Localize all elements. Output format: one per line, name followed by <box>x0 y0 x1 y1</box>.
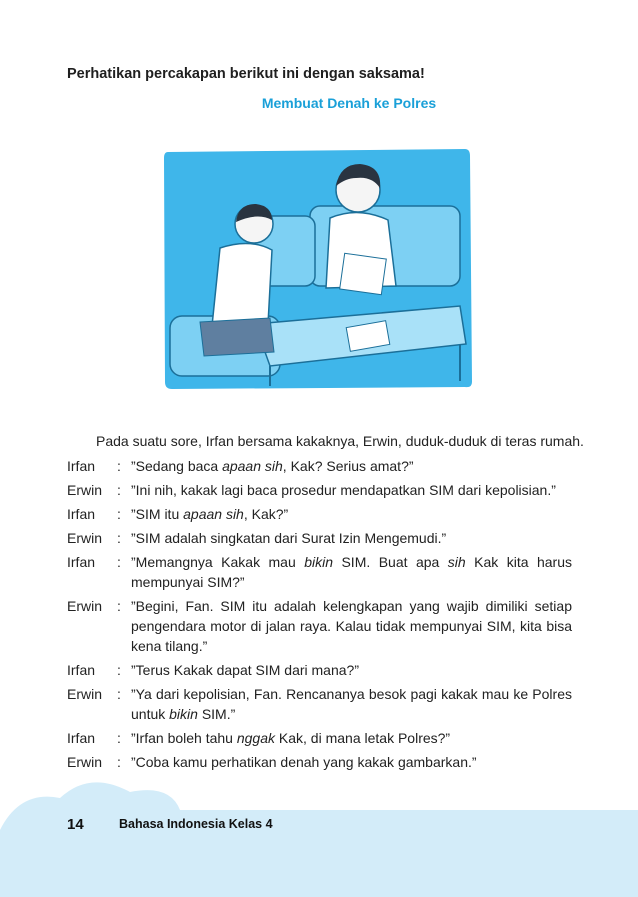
dialog-row <box>67 456 572 476</box>
dialog-row <box>67 596 572 656</box>
intro-paragraph: Pada suatu sore, Irfan bersama kakaknya, Erwin, duduk-duduk di teras rumah. <box>96 433 584 449</box>
speaker-name: Erwin <box>67 754 103 770</box>
speaker-name: Erwin <box>67 598 103 614</box>
speaker-colon: : <box>117 530 121 546</box>
speaker-colon: : <box>117 458 121 474</box>
line-text: Kak, di mana letak Polres?” <box>275 730 451 746</box>
line-text: ”Terus Kakak dapat SIM dari mana?” <box>131 662 359 678</box>
speaker-colon: : <box>117 598 121 614</box>
speaker-colon: : <box>117 506 121 522</box>
speaker-colon: : <box>117 686 121 702</box>
speaker-colon: : <box>117 662 121 678</box>
dialog-row <box>67 684 572 724</box>
dialog-line <box>131 528 572 548</box>
dialog-row <box>67 504 572 524</box>
speaker-name: Irfan <box>67 662 96 678</box>
line-text: , Kak?” <box>243 506 289 522</box>
dialog-line <box>131 456 572 476</box>
footer-cloud-decoration <box>0 770 638 897</box>
conversation-illustration <box>160 146 473 390</box>
line-text: ”Irfan boleh tahu <box>131 730 237 746</box>
dialog-row <box>67 480 572 500</box>
italic-term: bikin <box>169 706 198 722</box>
speaker-colon: : <box>117 482 121 498</box>
dialog-line <box>131 504 572 524</box>
dialog-row <box>67 660 572 680</box>
line-text: ”Coba kamu perhatikan denah yang kakak gambarkan.” <box>131 754 477 770</box>
speaker-name: Irfan <box>67 730 96 746</box>
instruction-heading: Perhatikan percakapan berikut ini dengan saksama! <box>67 66 425 82</box>
section-title: Membuat Denah ke Polres <box>261 95 437 111</box>
italic-term: nggak <box>236 730 276 746</box>
line-text: ”Memangnya Kakak mau <box>131 554 305 570</box>
speaker-name: Erwin <box>67 686 103 702</box>
speaker-name: Irfan <box>67 506 96 522</box>
dialog-row <box>67 552 572 592</box>
speaker-colon: : <box>117 754 121 770</box>
line-text: ”SIM itu <box>131 506 184 522</box>
page-number: 14 <box>67 816 84 833</box>
line-text: ”Ini nih, kakak lagi baca prosedur mendapatkan SIM dari kepolisian.” <box>131 482 556 498</box>
dialog-line <box>131 552 572 592</box>
italic-term: sih <box>447 554 466 570</box>
speaker-colon: : <box>117 554 121 570</box>
speaker-name: Erwin <box>67 482 103 498</box>
speaker-name: Erwin <box>67 530 103 546</box>
dialog-line <box>131 684 572 724</box>
line-text: ”Sedang baca <box>131 458 223 474</box>
dialog-line <box>131 480 572 500</box>
line-text: , Kak? Serius amat?” <box>282 458 414 474</box>
dialog-list <box>67 456 572 776</box>
speaker-name: Irfan <box>67 554 96 570</box>
dialog-line <box>131 752 572 772</box>
dialog-row <box>67 528 572 548</box>
speaker-colon: : <box>117 730 121 746</box>
book-title: Bahasa Indonesia Kelas 4 <box>119 817 273 831</box>
line-text: ”SIM adalah singkatan dari Surat Izin Mengemudi.” <box>131 530 447 546</box>
dialog-row <box>67 752 572 772</box>
line-text: ”Ya dari kepolisian, Fan. Rencananya besok pagi kakak mau ke Polres untuk <box>131 686 572 722</box>
italic-term: apaan sih <box>222 458 283 474</box>
dialog-row <box>67 728 572 748</box>
italic-term: apaan sih <box>183 506 244 522</box>
dialog-line <box>131 660 572 680</box>
dialog-line <box>131 728 572 748</box>
dialog-line <box>131 596 572 656</box>
line-text: SIM. Buat apa <box>333 554 448 570</box>
line-text: Kak kita harus mempunyai SIM?” <box>131 554 572 590</box>
italic-term: bikin <box>304 554 334 570</box>
speaker-name: Irfan <box>67 458 96 474</box>
line-text: ”Begini, Fan. SIM itu adalah kelengkapan yang wajib dimiliki setiap pengendara motor di jalan raya. Kalau tidak mempunyai SIM, kita bisa kena tilang.” <box>131 598 572 654</box>
line-text: SIM.” <box>197 706 236 722</box>
